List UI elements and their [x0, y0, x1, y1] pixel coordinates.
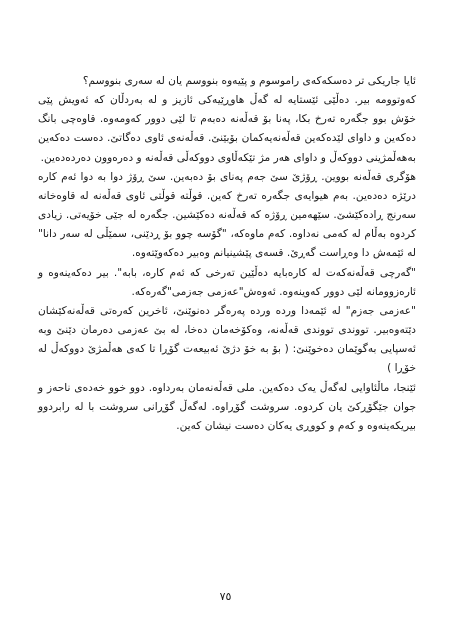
paragraph: ئایا جاریکی تر دەسکەکەی راموسوم و پێیەوە بنووسم یان لە سەری بنووسم؟ — [82, 75, 416, 87]
paragraph: "عەزمی جەزم" لە ئێمەدا وردە وردە پەرەگر دەنوێنێ، ئاخرین کەرەتی قەڵەنەکێشان دێتەوەبیر. تووندی تووندی قەڵەنە، وەکۆخەمان دەخا، لە بێ عەزمی دەرمان دێنێ وبە ئەسپایی بەگوێمان دەخوێنێ: ( بۆ بە خۆ دژێ ئەبیعەت گۆڕا تا کەی هەڵمژێ دووکەڵ لە خۆڕا ) — [38, 304, 416, 375]
paragraph: "گەرچی قەڵەنەکەت لە کارەبایە دەڵێین تەرخی کە ئەم کارە، بابە". بیر دەکەینەوە و ئارەزوومانە لێی دوور کەوینەوە. ئەوەش"عەزمی جەزمی"گەرەکە. — [38, 266, 416, 298]
paragraph: ئێنجا، ماڵئاوایی لەگەڵ یەک دەکەین. ملی قەڵەنەمان بەرداوە. دوو خوو خەدەی ناحەز و جوان جێگۆڕکێ یان کردوە. سروشت گۆڕاوە. لەگەڵ گۆڕانی سروشت با لە رابردوو بیریکەینەوە و کەم و کووڕی یەکان دەست نیشان کەین. — [38, 381, 416, 432]
paragraph: هۆگری قەڵەنە بووین. ڕۆژێ سێ جەم پەنای بۆ دەبەین. سێ ڕۆژ دوا بە دوا ئەم کارە درێژە دەدەین. بەم هیوایەی جگەرە تەرخ کەین. قوڵتە قوڵتی ئاوی قەڵەنە لە قاوەخانە سەرنج ڕادەکێشێ. سێهەمین ڕۆژە کە قەڵەنە دەکێشین. جگەرە لە جێی خۆیەتی. زیادی کردوە بەڵام لە کەمی نەداوە. کەم ماوەکە، "گۆسە چوو بۆ ڕدێنی، سمێڵی لە سەر دانا" لە ئێمەش دا وەڕاست گەڕێ. قسەی پێشینیانم وەبیر دەکەوێتەوە. — [38, 170, 416, 260]
page-number: ٧٥ — [219, 590, 232, 603]
paragraph: کەوتوومە بیر. دەڵێی ئێستایە لە گەڵ هاوڕێیەکی ئازیز و لە بەردڵان کە ئەویش پێی خۆش بوو جگەرە تەرخ بکا، پەنا بۆ قەڵەنە دەبەم تا لێی دوور کەومەوە. قاوەچی بانگ دەکەین و داوای لێدەکەین قەڵەنەیەکمان بۆبێنێ. قەڵەنەی ئاوی دەگاتێ. دەست دەکەین بەهەڵمژینی دووکەڵ و داوای هەر مژ تێکەڵاوی دووکەڵی قەڵەنە و دەرەوون دەردەدەین. — [38, 94, 416, 164]
document-body — [38, 72, 416, 436]
